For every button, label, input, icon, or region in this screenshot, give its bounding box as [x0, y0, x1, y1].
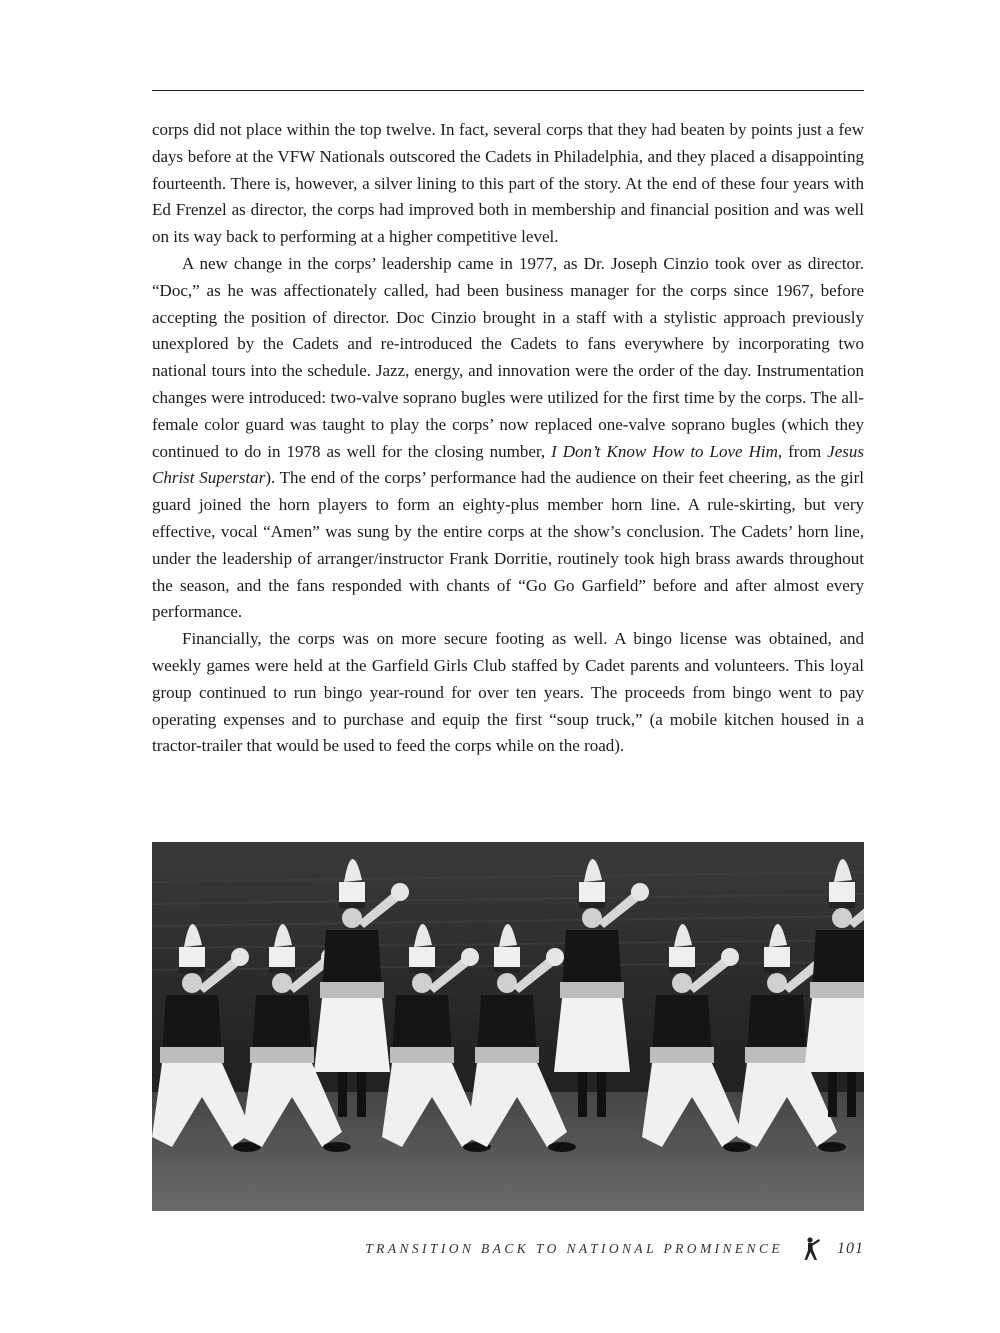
running-head: TRANSITION BACK TO NATIONAL PROMINENCE: [365, 1241, 783, 1256]
show-title: Jesus Christ Superstar: [152, 441, 864, 488]
paragraph-2-start: A new change in the corps’ leadership came in 1977, as Dr. Joseph Cinzio took over as director. “Doc,” as he was affectionately called, had been business manager for the corps since 1967, before accepting the position of director. Doc Cinzio brought in a staff with a stylistic approach previously unexplored by the Cadets and re-introduced the Cadets to fans everywhere by incorporating two national tours into the schedule. Jazz, energy, and innovation were the order of the day. Instrumentation changes were introduced: two-valve soprano bugles were utilized for the first time by the corps. The all-female color guard was taught to play the corps’ now replaced one-valve soprano bugles (which they continued to do in 1978 as well for the closing number,: [152, 253, 864, 461]
page-footer: [365, 1236, 864, 1262]
paragraph-2: [152, 251, 864, 626]
bugler-silhouette-icon: [799, 1236, 821, 1262]
marching-band-photo: [152, 842, 864, 1211]
page-number: 101: [837, 1240, 864, 1257]
header-rule: [152, 90, 864, 91]
paragraph-1: corps did not place within the top twelve. In fact, several corps that they had beaten by points just a few days before at the VFW Nationals outscored the Cadets in Philadelphia, and they placed a disappointing fourteenth. There is, however, a silver lining to this part of the story. At the end of these four years with Ed Frenzel as director, the corps had improved both in membership and financial position and was well on its way back to performing at a higher competitive level.: [152, 120, 864, 247]
paragraph-2-mid: , from: [777, 441, 828, 461]
song-title: I Don’t Know How to Love Him: [551, 441, 778, 461]
paragraph-2-end: ). The end of the corps’ performance had the audience on their feet cheering, as the girl guard joined the horn players to form an eighty-plus member horn line. A rule-skirting, but very effective, vocal “Amen” was sung by the entire corps at the show’s conclusion. The Cadets’ horn line, under the leadership of arranger/instructor Frank Dorritie, routinely took high brass awards throughout the season, and the fans responded with chants of “Go Go Garfield” before and after almost every performance.: [152, 468, 864, 622]
paragraph-3: Financially, the corps was on more secure footing as well. A bingo license was obtained, and weekly games were held at the Garfield Girls Club staffed by Cadet parents and volunteers. This loyal group continued to run bingo year-round for over ten years. The proceeds from bingo went to pay operating expenses and to purchase and equip the first “soup truck,” (a mobile kitchen housed in a tractor-trailer that would be used to feed the corps while on the road).: [152, 629, 864, 756]
body-text: [152, 117, 864, 760]
